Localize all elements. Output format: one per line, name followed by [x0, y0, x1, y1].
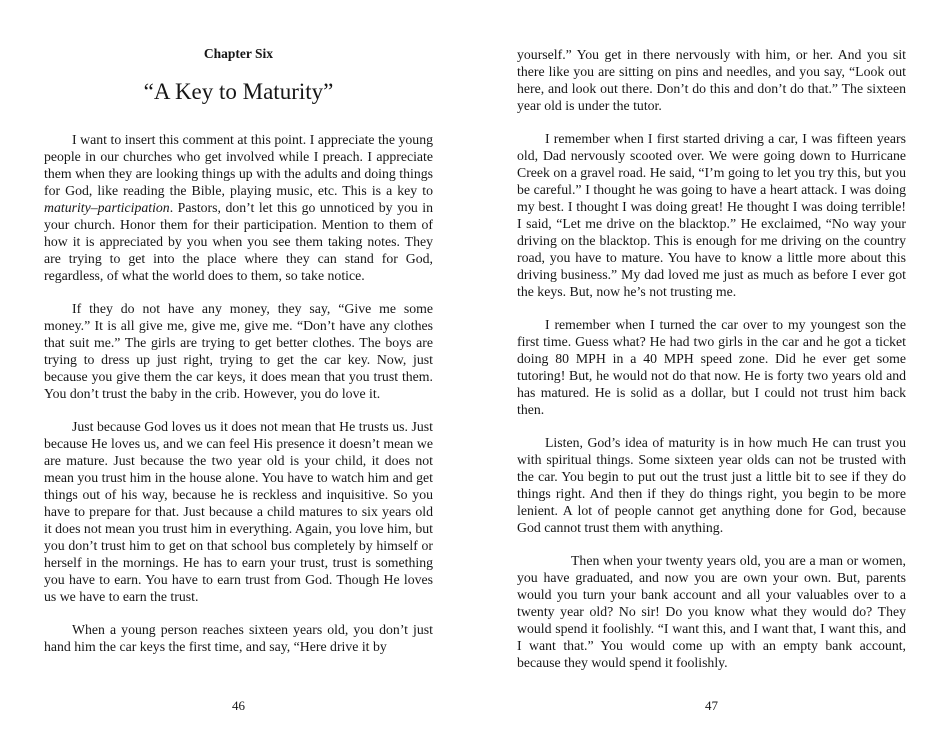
italic-phrase: maturity–participation	[44, 200, 170, 215]
paragraph: If they do not have any money, they say, “Give me some money.” It is all give me, give me, give me. “Don’t have any clothes that suit me.” The girls are trying to get better clothes. The boys are trying to dress up just right, trying to get the car key. Now, just because you give them the car keys, it does mean that you trust them. You don’t trust the baby in the crib. However, you do love it.	[44, 301, 433, 401]
paragraph: yourself.” You get in there nervously with him, or her. And you sit there like you are sitting on pins and needles, and you say, “Look out here, and look out there. Don’t do this and don’t do that.” The sixteen year old is under the tutor.	[517, 47, 906, 113]
paragraph: I remember when I turned the car over to my youngest son the first time. Guess what? He had two girls in the car and he got a ticket doing 80 MPH in a 40 MPH speed zone. Did he ever get some tutoring! But, he would not do that now. He is forty two years old and has matured. He is solid as a dollar, but I could not trust him back then.	[517, 317, 906, 417]
right-page	[517, 46, 906, 687]
page-number-right: 47	[705, 698, 718, 713]
left-page	[44, 46, 433, 671]
paragraph	[44, 131, 433, 284]
paragraph: Just because God loves us it does not mean that He trusts us. Just because He loves us, and we can feel His presence it doesn’t mean we are mature. Just because the two year old is your child, it does not mean you trust him in the house alone. You have to watch him and get things out of his way, because he is reckless and inquisitive. So you have to prepare for that. Just because a child matures to six years old it does not mean you trust him in everything. Again, you love him, but you don’t trust him to get on that school bus completely by himself or herself in the mornings. He has to earn your trust, trust is something you have to earn. You have to earn trust from God. Though He loves us we have to earn the trust.	[44, 419, 433, 604]
page-number-left: 46	[232, 698, 245, 713]
paragraph: Then when your twenty years old, you are a man or women, you have graduated, and now you are own your own. But, parents would you turn your bank account and all your valuables over to a twenty year old? No sir! Do you know what they would do? They would spend it foolishly. “I want this, and I want that, I want this, and I want that.” You would come up with an empty bank account, because they would spend it foolishly.	[517, 553, 906, 670]
paragraph: I remember when I first started driving a car, I was fifteen years old, Dad nervously scooted over. We were going down to Hurricane Creek on a gravel road. He said, “I’m going to let you try this, but you be careful.” I thought he was going to have a heart attack. I was doing my best. I thought I was doing great! He thought I was doing terrible! I said, “Let me drive on the blacktop.” He exclaimed, “No way your driving on the blacktop. This is enough for me driving on the country road, you have to mature. You have to know a little more about this driving business.” My dad loved me just as much as before I ever got the keys. But, now he’s not trusting me.	[517, 131, 906, 299]
left-page-body	[44, 131, 433, 655]
paragraph-text: . Pastors, don’t let this go unnoticed by you in your church. Honor them for their participation. Mention to them of how it is appreciated by you when you see them taking notes. They are trying to get into the place where they can stand for God, regardless, of what the world does to them, so take notice.	[44, 200, 433, 283]
paragraph: Listen, God’s idea of maturity is in how much He can trust you with spiritual things. Some sixteen year olds can not be trusted with the car. You begin to put out the trust just a little bit to see if they do things right. And then if they do things right, you begin to be more lenient. A lot of people cannot get anything done for God, because God cannot trust them with anything.	[517, 435, 906, 535]
chapter-title: “A Key to Maturity”	[143, 79, 334, 104]
chapter-label: Chapter Six	[203, 46, 274, 61]
right-page-body	[517, 46, 906, 671]
paragraph-text: I want to insert this comment at this point. I appreciate the young people in our churches who get involved while I preach. I appreciate them when they are looking things up with the adults and doing things for God, like reading the Bible, playing music, etc. This is a key to	[44, 132, 433, 198]
paragraph: When a young person reaches sixteen years old, you don’t just hand him the car keys the first time, and say, “Here drive it by	[44, 622, 433, 654]
